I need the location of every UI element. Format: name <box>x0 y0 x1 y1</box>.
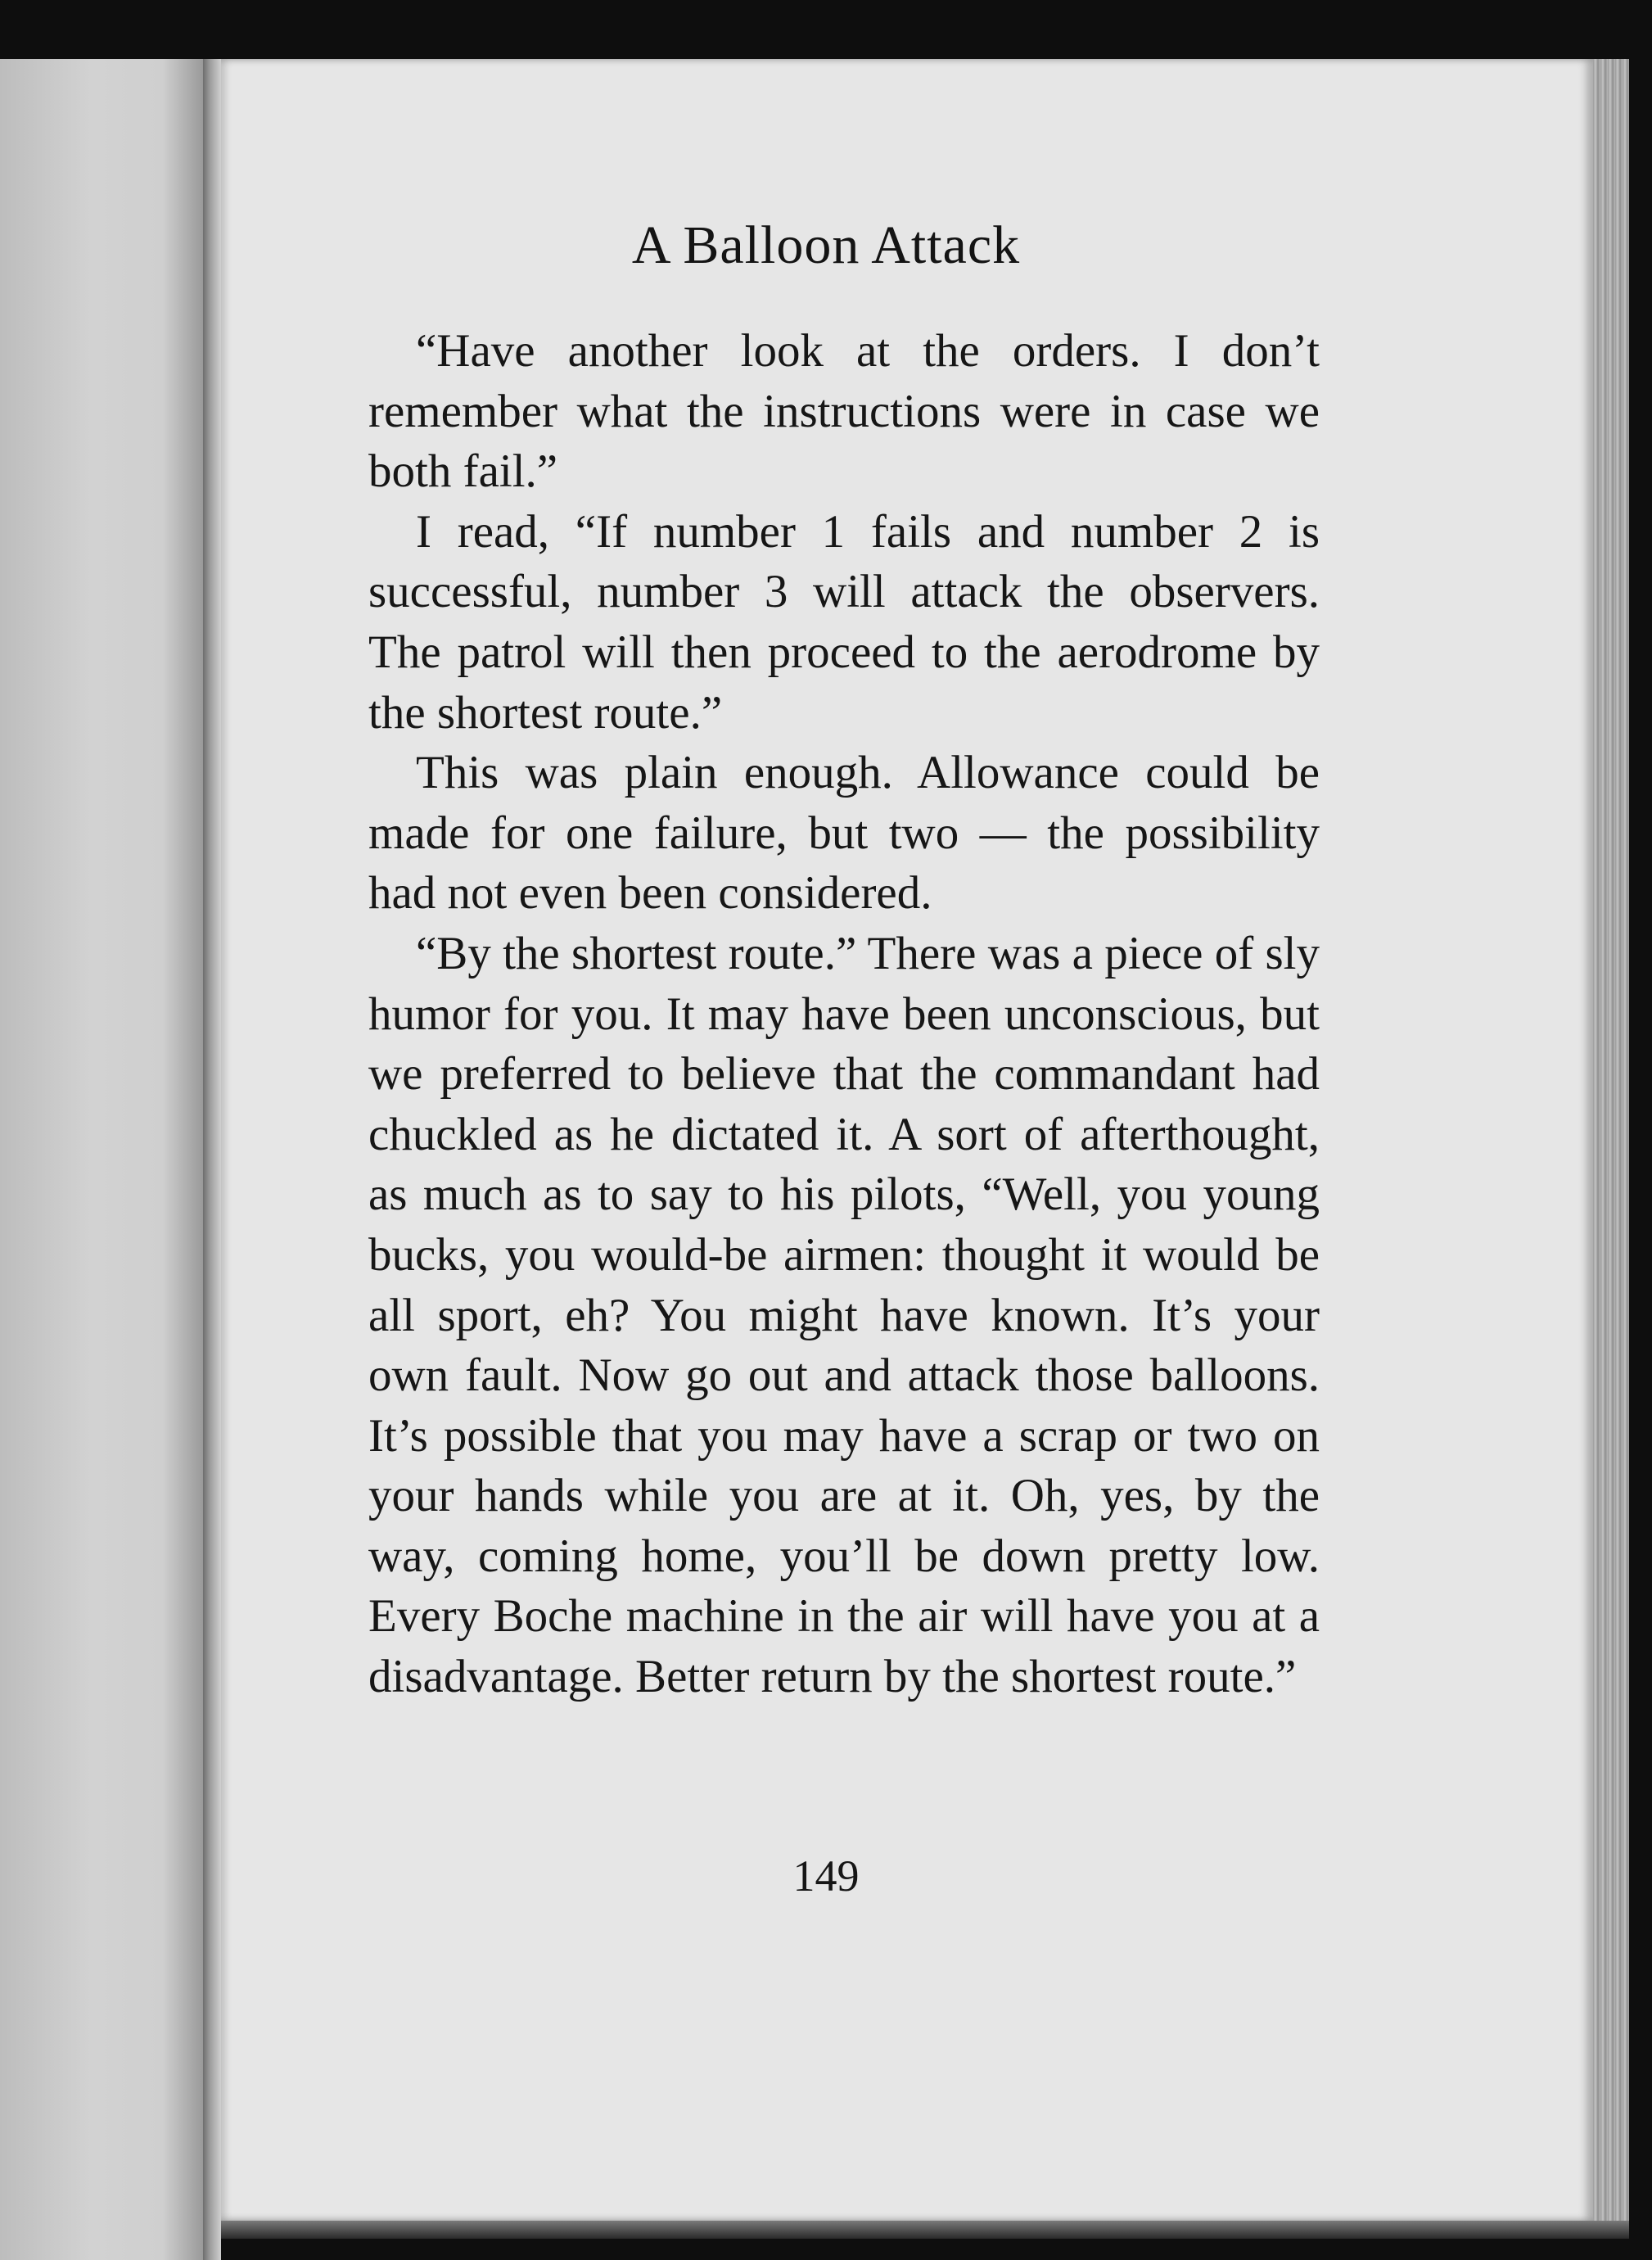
facing-page-edge <box>0 59 203 2260</box>
paragraph: “By the shortest route.” There was a piece of sly humor for you. It may have been unconscious, but we preferred to believe that the commandant had chuckled as he dictated it. A sort of afterthought, as much as to say to his pilots, “Well, you young bucks, you would-be airmen: thought it would be all sport, eh? You might have known. It’s your own fault. Now go out and attack those balloons. It’s possible that you may have a scrap or two on your hands while you are at it. Oh, yes, by the way, coming home, you’ll be down pretty low. Every Boche machine in the air will have you at a disadvantage. Better return by the shortest route.” <box>368 927 1320 1703</box>
paragraph: I read, “If number 1 fails and number 2 is successful, number 3 will attack the observers. The patrol will then proceed to the aerodrome by the shortest route.” <box>368 505 1320 739</box>
page-number: 149 <box>792 1851 860 1901</box>
paragraph: This was plain enough. Allowance could be made for one failure, but two — the possibility had not even been considered. <box>368 747 1320 920</box>
paragraph: “Have another look at the orders. I don’t remember what the instructions were in case we both fail.” <box>368 325 1320 498</box>
body-text <box>368 321 1320 1707</box>
page-bottom-edge <box>221 2221 1629 2239</box>
book-gutter <box>203 59 221 2260</box>
page-title: A Balloon Attack <box>631 215 1021 275</box>
